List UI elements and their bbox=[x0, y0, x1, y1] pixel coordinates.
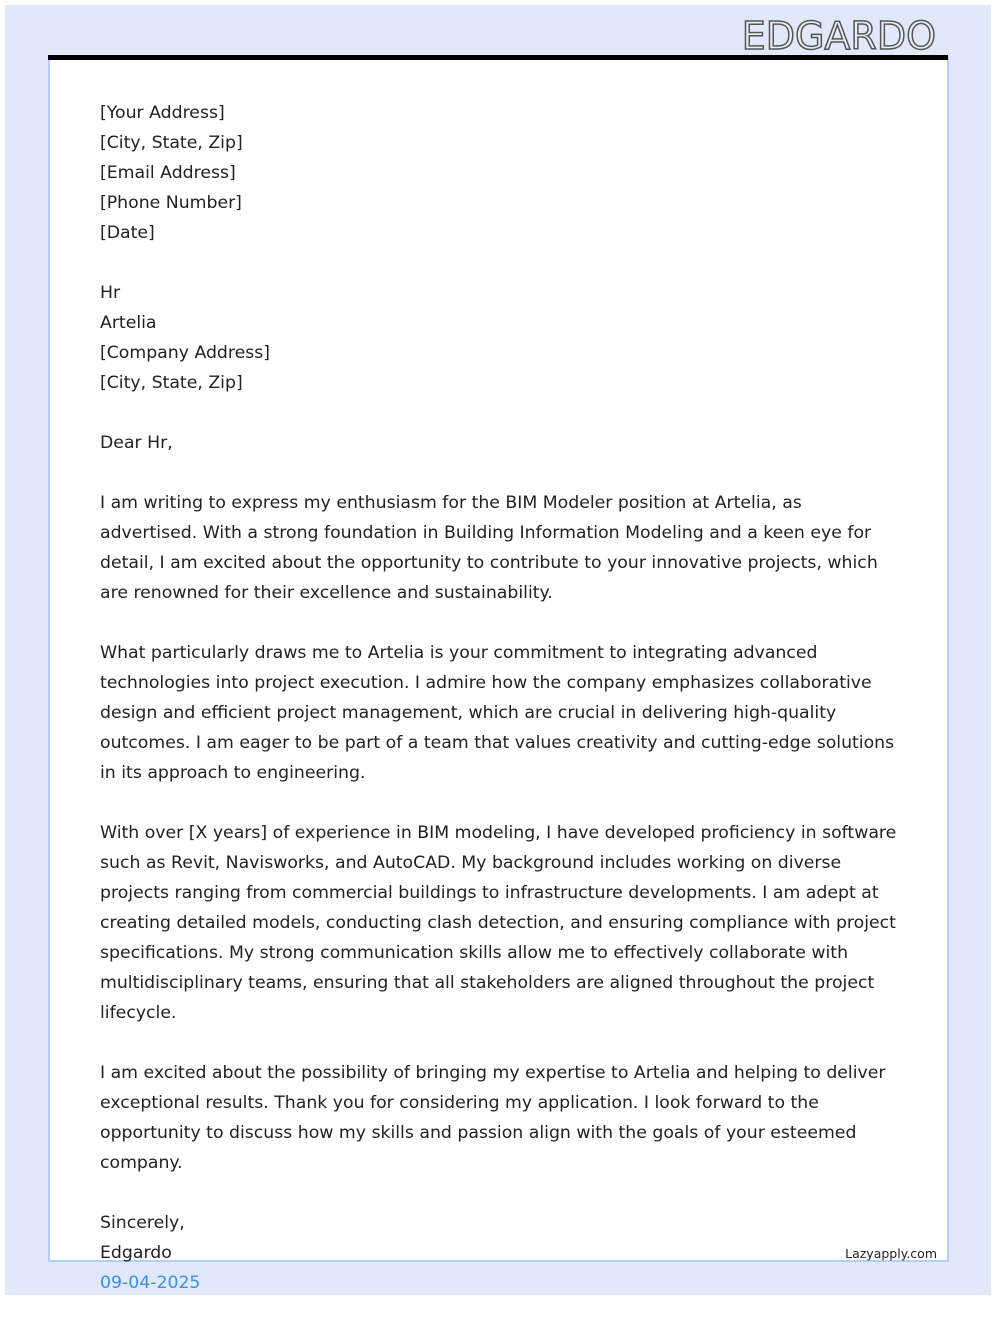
recipient-line: [City, State, Zip] bbox=[100, 373, 243, 393]
sender-line: [Your Address] bbox=[100, 103, 225, 123]
sender-block bbox=[100, 98, 900, 248]
footer-brand: Lazyapply.com bbox=[845, 1246, 937, 1261]
sender-line: [Email Address] bbox=[100, 163, 236, 183]
sender-line: [City, State, Zip] bbox=[100, 133, 243, 153]
closing: Sincerely, bbox=[100, 1213, 185, 1233]
recipient-line: Hr bbox=[100, 283, 121, 303]
applicant-name: EDGARDO bbox=[741, 14, 936, 58]
letter-date: 09-04-2025 bbox=[100, 1273, 201, 1293]
paragraph: With over [X years] of experience in BIM modeling, I have developed proficiency in software such as Revit, Navisworks, and AutoCAD. My background includes working on diverse projects ranging from commercial buildings to infrastructure developments. I am adept at creating detailed models, conducting clash detection, and ensuring compliance with project specifications. My strong communication skills allow me to effectively collaborate with multidisciplinary teams, ensuring that all stakeholders are aligned throughout the project lifecycle. bbox=[100, 823, 897, 1023]
recipient-block bbox=[100, 278, 900, 398]
paragraph: What particularly draws me to Artelia is your commitment to integrating advanced technologies into project execution. I admire how the company emphasizes collaborative design and efficient project management, which are crucial in delivering high-quality outcomes. I am eager to be part of a team that values creativity and cutting-edge solutions in its approach to engineering. bbox=[100, 643, 895, 783]
recipient-line: Artelia bbox=[100, 313, 157, 333]
recipient-line: [Company Address] bbox=[100, 343, 271, 363]
sender-line: [Date] bbox=[100, 223, 155, 243]
salutation: Dear Hr, bbox=[100, 433, 173, 453]
signature: Edgardo bbox=[100, 1243, 172, 1263]
closing-block bbox=[100, 1208, 900, 1298]
paragraph: I am writing to express my enthusiasm for the BIM Modeler position at Artelia, as advertised. With a strong foundation in Building Information Modeling and a keen eye for detail, I am excited about the opportunity to contribute to your innovative projects, which are renowned for their excellence and sustainability. bbox=[100, 493, 878, 603]
sender-line: [Phone Number] bbox=[100, 193, 242, 213]
paragraph: I am excited about the possibility of bringing my expertise to Artelia and helping to deliver exceptional results. Thank you for considering my application. I look forward to the opportunity to discuss how my skills and passion align with the goals of your esteemed company. bbox=[100, 1063, 886, 1173]
letter-body bbox=[100, 98, 900, 1328]
